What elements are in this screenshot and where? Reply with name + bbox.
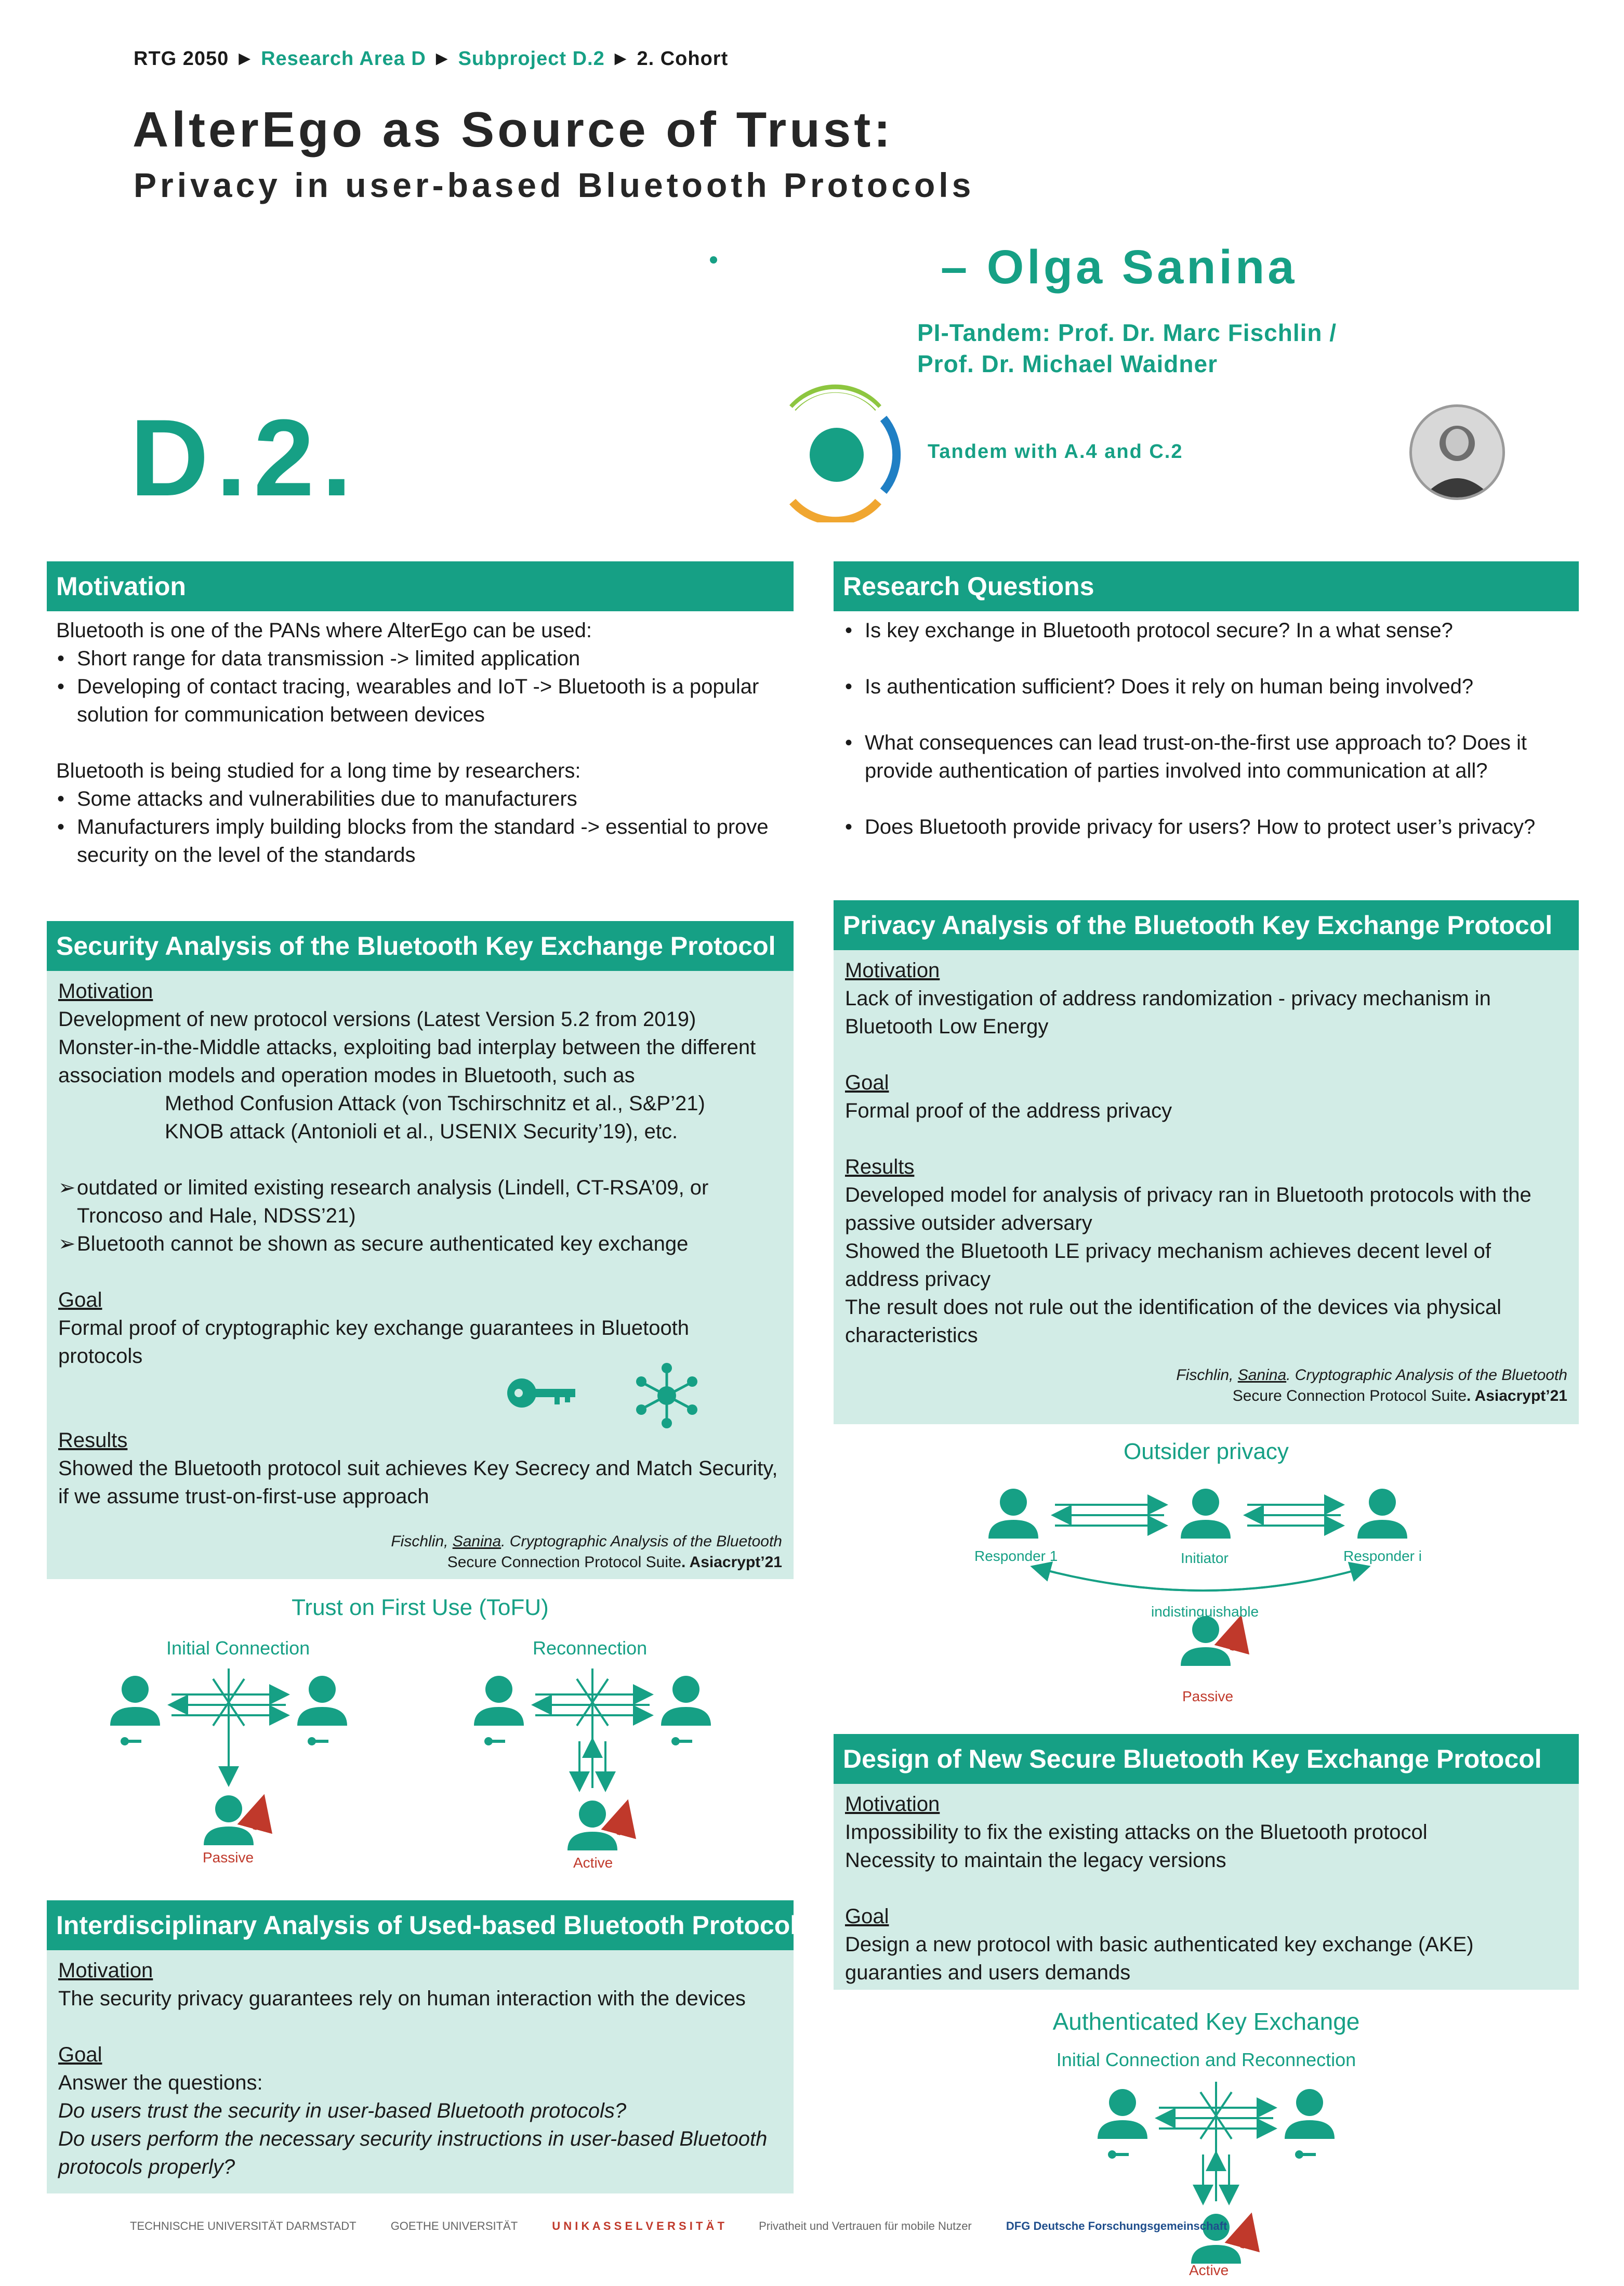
partner-logos: [130, 2219, 1258, 2233]
interdisciplinary-goal-label: Goal: [58, 2043, 102, 2066]
author-name: – Olga Sanina: [941, 241, 1298, 294]
user-left-icon: [110, 1676, 160, 1726]
breadcrumb-arrow-icon: ►: [234, 48, 255, 70]
adversary-passive-icon: [1181, 1616, 1231, 1666]
privacy-results-label: Results: [845, 1155, 915, 1178]
list-item: • Short range for data transmission -> limited application: [77, 645, 794, 673]
security-attack: Method Confusion Attack (von Tschirschnitz et al., S&P’21): [165, 1092, 705, 1115]
privacy-result: Showed the Bluetooth LE privacy mechanism achieves decent level of address privacy: [845, 1240, 1491, 1291]
interdisciplinary-goal: Answer the questions:: [58, 2071, 263, 2094]
kassel-logo: U N I K A S S E L V E R S I T Ä T: [552, 2219, 724, 2232]
user-left-icon: [1098, 2089, 1147, 2139]
list-item: • Developing of contact tracing, wearables and IoT -> Bluetooth is a popular solution for communication between devices: [77, 673, 794, 729]
security-attack: KNOB attack (Antonioli et al., USENIX Security’19), etc.: [165, 1120, 678, 1143]
privacy-citation: Fischlin, Sanina. Cryptographic Analysis of the Bluetooth Secure Connection Protocol Suite. Asiacrypt’21: [1176, 1367, 1567, 1404]
privacy-goal-label: Goal: [845, 1071, 889, 1094]
motivation-intro-1: Bluetooth is one of the PANs where AlterEgo can be used:: [56, 619, 592, 642]
privacy-motivation-label: Motivation: [845, 959, 940, 982]
page-title: AlterEgo as Source of Trust:: [133, 102, 894, 157]
tud-logo: TECHNISCHE UNIVERSITÄT DARMSTADT: [130, 2219, 357, 2232]
motivation-body: [47, 616, 794, 869]
page-subtitle: Privacy in user-based Bluetooth Protocols: [134, 166, 975, 204]
tofu-passive-label: Passive: [203, 1849, 254, 1865]
security-motivation-label: Motivation: [58, 980, 153, 1003]
design-body: [834, 1784, 1579, 1990]
design-goal: Design a new protocol with basic authenticated key exchange (AKE) guaranties and users demands: [845, 1933, 1474, 1984]
dfg-logo: DFG Deutsche Forschungsgemeinschaft: [1006, 2219, 1227, 2232]
user-right-icon: [1285, 2089, 1335, 2139]
list-item: • Some attacks and vulnerabilities due to manufacturers: [77, 785, 794, 813]
design-goal-label: Goal: [845, 1905, 889, 1928]
security-analysis-header: Security Analysis of the Bluetooth Key Exchange Protocol: [47, 921, 794, 971]
initiator-icon: [1181, 1489, 1231, 1539]
key-icon: [1108, 2150, 1129, 2159]
list-item: • Does Bluetooth provide privacy for users? How to protect user’s privacy?: [865, 813, 1579, 841]
avatar: [1409, 404, 1505, 500]
key-icon: [484, 1737, 505, 1745]
privacy-motivation: Lack of investigation of address randomization - privacy mechanism in Bluetooth Low Energy: [845, 987, 1491, 1038]
security-citation: Fischlin, Sanina. Cryptographic Analysis of the Bluetooth Secure Connection Protocol Suite. Asiacrypt’21: [391, 1533, 782, 1571]
indistinguishable-label: indistinguishable: [1151, 1604, 1259, 1620]
interdisciplinary-question: Do users perform the necessary security instructions in user-based Bluetooth protocols properly?: [58, 2127, 768, 2178]
key-icon: [308, 1737, 328, 1745]
ake-subtitle: Initial Connection and Reconnection: [1056, 2049, 1356, 2070]
user-right-icon: [661, 1676, 711, 1726]
interdisciplinary-header: Interdisciplinary Analysis of Used-based Bluetooth Protocols: [47, 1900, 794, 1950]
interdisciplinary-body: [47, 1950, 794, 2193]
pi-line-1: PI-Tandem: Prof. Dr. Marc Fischlin /: [917, 319, 1337, 346]
interdisciplinary-motivation-label: Motivation: [58, 1959, 153, 1982]
design-motivation: Impossibility to fix the existing attacks on the Bluetooth protocol: [845, 1821, 1428, 1844]
list-item: • Manufacturers imply building blocks from the standard -> essential to prove security on the level of the standards: [77, 813, 794, 869]
privacy-logo: Privatheit und Vertrauen für mobile Nutzer: [759, 2219, 972, 2232]
security-results: Showed the Bluetooth protocol suit achieves Key Secrecy and Match Security, if we assume trust-on-first-use approach: [58, 1457, 778, 1508]
user-right-icon: [297, 1676, 347, 1726]
logo-arc-orange: [793, 502, 878, 521]
design-motivation: Necessity to maintain the legacy versions: [845, 1849, 1226, 1872]
breadcrumb-arrow-icon: ►: [611, 48, 631, 70]
tofu-title: Trust on First Use (ToFU): [292, 1595, 549, 1620]
breadcrumb-area: Research Area D: [261, 48, 426, 70]
responder-i-icon: [1357, 1489, 1407, 1539]
security-goal: Formal proof of cryptographic key exchange guarantees in Bluetooth protocols: [58, 1317, 690, 1368]
key-icon: [1295, 2150, 1316, 2159]
security-motivation-line: Monster-in-the-Middle attacks, exploiting bad interplay between the different association models and operation modes in Bluetooth, such as: [58, 1036, 756, 1087]
outsider-privacy-title: Outsider privacy: [1124, 1439, 1289, 1464]
initiator-label: Initiator: [1181, 1550, 1229, 1566]
key-icon: [121, 1737, 141, 1745]
motivation-header: Motivation: [47, 561, 794, 611]
tandem-note: Tandem with A.4 and C.2: [928, 441, 1183, 463]
tofu-reconnection-label: Reconnection: [533, 1637, 648, 1659]
project-logo-icon: [782, 377, 917, 522]
outsider-passive-label: Passive: [1182, 1688, 1234, 1704]
security-analysis-body: [47, 971, 794, 1579]
responder-1-label: Responder 1: [974, 1548, 1058, 1564]
privacy-analysis-body: [834, 950, 1579, 1424]
design-motivation-label: Motivation: [845, 1793, 940, 1816]
adversary-passive-icon: [204, 1795, 254, 1845]
design-header: Design of New Secure Bluetooth Key Exchange Protocol: [834, 1734, 1579, 1784]
outsider-privacy-diagram: [967, 1471, 1434, 1689]
interdisciplinary-question: Do users trust the security in user-based Bluetooth protocols?: [58, 2099, 627, 2122]
goethe-logo: GOETHE UNIVERSITÄT: [390, 2219, 518, 2232]
responder-1-icon: [988, 1489, 1038, 1539]
project-code: D.2.: [130, 397, 360, 519]
list-item: ➢ Bluetooth cannot be shown as secure authenticated key exchange: [77, 1230, 782, 1258]
ake-diagram: [1060, 2071, 1372, 2279]
adversary-active-icon: [567, 1801, 617, 1850]
tofu-diagram: [104, 1658, 780, 1866]
list-item: • Is key exchange in Bluetooth protocol secure? In a what sense?: [865, 616, 1579, 645]
tofu-initial-label: Initial Connection: [166, 1637, 310, 1659]
security-motivation-line: Development of new protocol versions (Latest Version 5.2 from 2019): [58, 1008, 696, 1031]
decorative-dot: [710, 256, 717, 264]
breadcrumb-arrow-icon: ►: [432, 48, 453, 70]
tofu-active-label: Active: [573, 1855, 613, 1871]
ake-active-label: Active: [1189, 2262, 1229, 2278]
logo-center-dot: [810, 428, 864, 482]
research-questions-body: [834, 616, 1579, 869]
privacy-goal: Formal proof of the address privacy: [845, 1099, 1172, 1122]
pi-tandem: [917, 317, 1337, 379]
network-icon: [633, 1362, 701, 1429]
privacy-result: Developed model for analysis of privacy ran in Bluetooth protocols with the passive outsider adversary: [845, 1184, 1531, 1234]
responder-i-label: Responder i: [1343, 1548, 1422, 1564]
pi-line-2: Prof. Dr. Michael Waidner: [917, 350, 1218, 377]
key-icon: [505, 1372, 578, 1414]
breadcrumb: [134, 48, 728, 70]
privacy-result: The result does not rule out the identification of the devices via physical characteristics: [845, 1296, 1501, 1347]
security-results-label: Results: [58, 1429, 128, 1452]
list-item: • What consequences can lead trust-on-the-first use approach to? Does it provide authentication of parties involved into communication at all?: [865, 729, 1579, 785]
ake-title: Authenticated Key Exchange: [1052, 2008, 1360, 2035]
logo-arc-blue: [883, 418, 896, 491]
interdisciplinary-motivation: The security privacy guarantees rely on human interaction with the devices: [58, 1987, 746, 2010]
list-item: ➢ outdated or limited existing research analysis (Lindell, CT-RSA’09, or Troncoso and Hale, NDSS’21): [77, 1174, 782, 1230]
privacy-analysis-header: Privacy Analysis of the Bluetooth Key Exchange Protocol: [834, 900, 1579, 950]
breadcrumb-rtg: RTG 2050: [134, 48, 229, 70]
security-goal-label: Goal: [58, 1289, 102, 1311]
motivation-intro-2: Bluetooth is being studied for a long time by researchers:: [56, 759, 581, 782]
user-left-icon: [474, 1676, 524, 1726]
research-questions-header: Research Questions: [834, 561, 1579, 611]
list-item: • Is authentication sufficient? Does it rely on human being involved?: [865, 673, 1579, 701]
key-icon: [671, 1737, 692, 1745]
breadcrumb-subproject: Subproject D.2: [458, 48, 605, 70]
breadcrumb-cohort: 2. Cohort: [637, 48, 729, 70]
